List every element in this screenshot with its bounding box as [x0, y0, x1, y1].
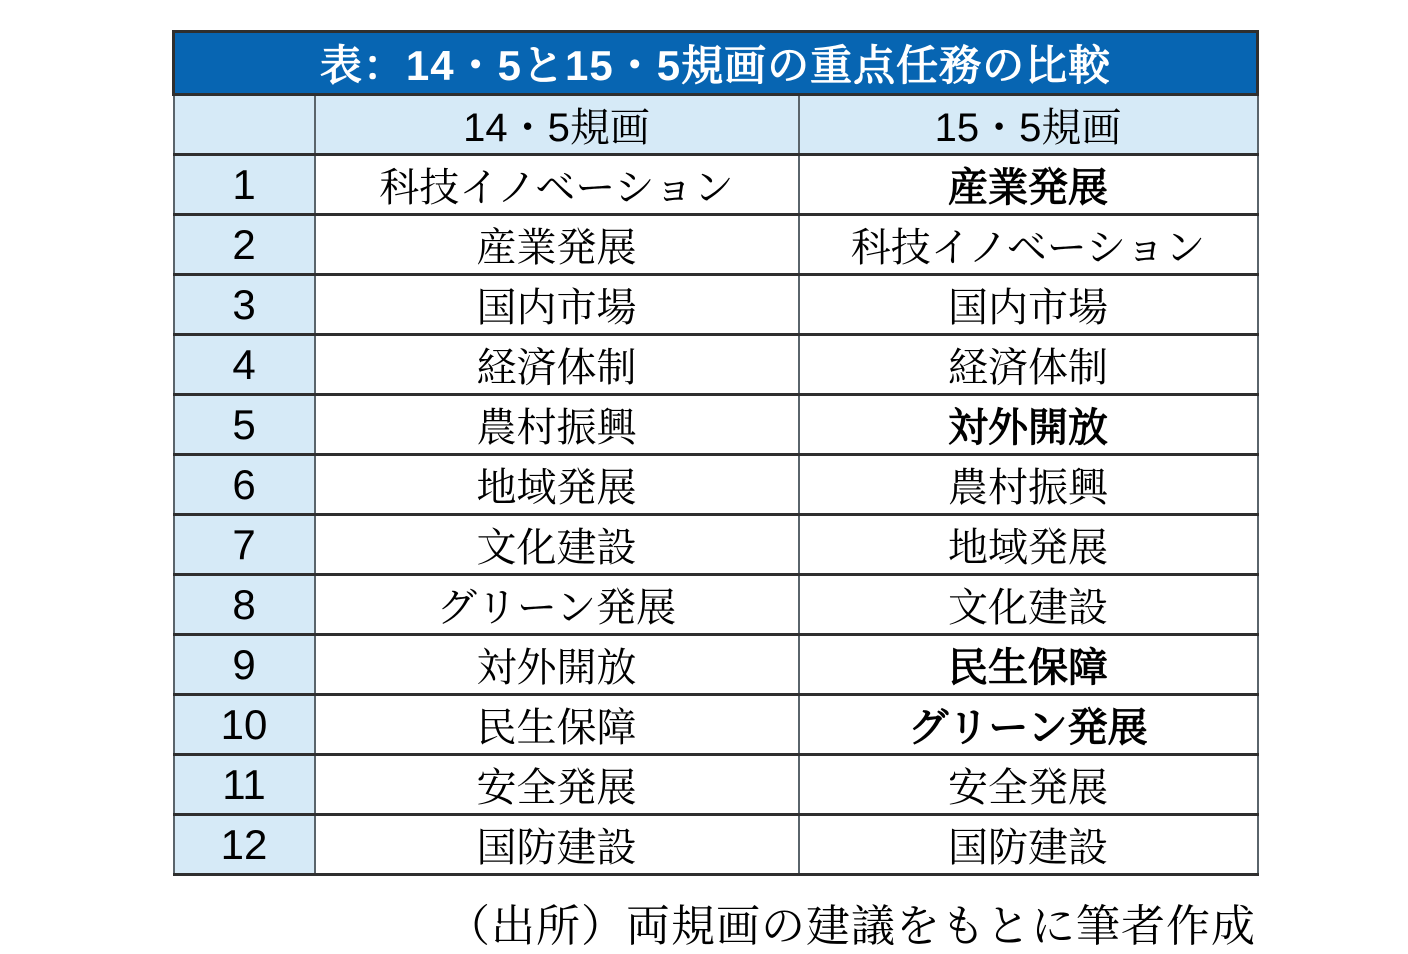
plan14-task-cell: グリーン発展	[315, 575, 799, 635]
table-row	[174, 155, 1258, 215]
table-row	[174, 695, 1258, 755]
column-header-blank	[174, 95, 315, 155]
plan15-task-cell: 安全発展	[799, 755, 1258, 815]
table-row	[174, 395, 1258, 455]
table-row	[174, 335, 1258, 395]
plan15-task-cell: 対外開放	[799, 395, 1258, 455]
plan14-task-cell: 産業発展	[315, 215, 799, 275]
row-number-cell: 2	[174, 215, 315, 275]
table-row	[174, 815, 1258, 875]
row-number-cell: 1	[174, 155, 315, 215]
row-number-cell: 8	[174, 575, 315, 635]
plan15-task-cell: 地域発展	[799, 515, 1258, 575]
plan15-task-cell: 国防建設	[799, 815, 1258, 875]
row-number-cell: 5	[174, 395, 315, 455]
plan15-task-cell: 経済体制	[799, 335, 1258, 395]
plan15-task-cell: 文化建設	[799, 575, 1258, 635]
plan14-task-cell: 国防建設	[315, 815, 799, 875]
table-header-row	[174, 95, 1258, 155]
row-number-cell: 3	[174, 275, 315, 335]
plan14-task-cell: 民生保障	[315, 695, 799, 755]
row-number-cell: 10	[174, 695, 315, 755]
table-title: 表：14・5と15・5規画の重点任務の比較	[174, 32, 1258, 95]
row-number-cell: 7	[174, 515, 315, 575]
plan14-task-cell: 農村振興	[315, 395, 799, 455]
column-header-plan15: 15・5規画	[799, 95, 1258, 155]
table-row	[174, 275, 1258, 335]
row-number-cell: 12	[174, 815, 315, 875]
table-row	[174, 215, 1258, 275]
plan15-task-cell: グリーン発展	[799, 695, 1258, 755]
row-number-cell: 6	[174, 455, 315, 515]
plan15-task-cell: 科技イノベーション	[799, 215, 1258, 275]
table-row	[174, 575, 1258, 635]
plan15-task-cell: 農村振興	[799, 455, 1258, 515]
table-body	[174, 32, 1258, 875]
plan14-task-cell: 地域発展	[315, 455, 799, 515]
row-number-cell: 4	[174, 335, 315, 395]
table-row	[174, 515, 1258, 575]
plan14-task-cell: 安全発展	[315, 755, 799, 815]
plan14-task-cell: 国内市場	[315, 275, 799, 335]
row-number-cell: 11	[174, 755, 315, 815]
column-header-plan14: 14・5規画	[315, 95, 799, 155]
plan-comparison-table	[172, 30, 1259, 876]
source-note: （出所）両規画の建議をもとに筆者作成	[446, 902, 1256, 951]
plan14-task-cell: 経済体制	[315, 335, 799, 395]
table-row	[174, 635, 1258, 695]
plan14-task-cell: 文化建設	[315, 515, 799, 575]
plan14-task-cell: 対外開放	[315, 635, 799, 695]
plan15-task-cell: 国内市場	[799, 275, 1258, 335]
row-number-cell: 9	[174, 635, 315, 695]
plan15-task-cell: 産業発展	[799, 155, 1258, 215]
plan14-task-cell: 科技イノベーション	[315, 155, 799, 215]
table-row	[174, 455, 1258, 515]
table-title-row	[174, 32, 1258, 95]
table-row	[174, 755, 1258, 815]
comparison-table	[172, 30, 1256, 954]
plan15-task-cell: 民生保障	[799, 635, 1258, 695]
